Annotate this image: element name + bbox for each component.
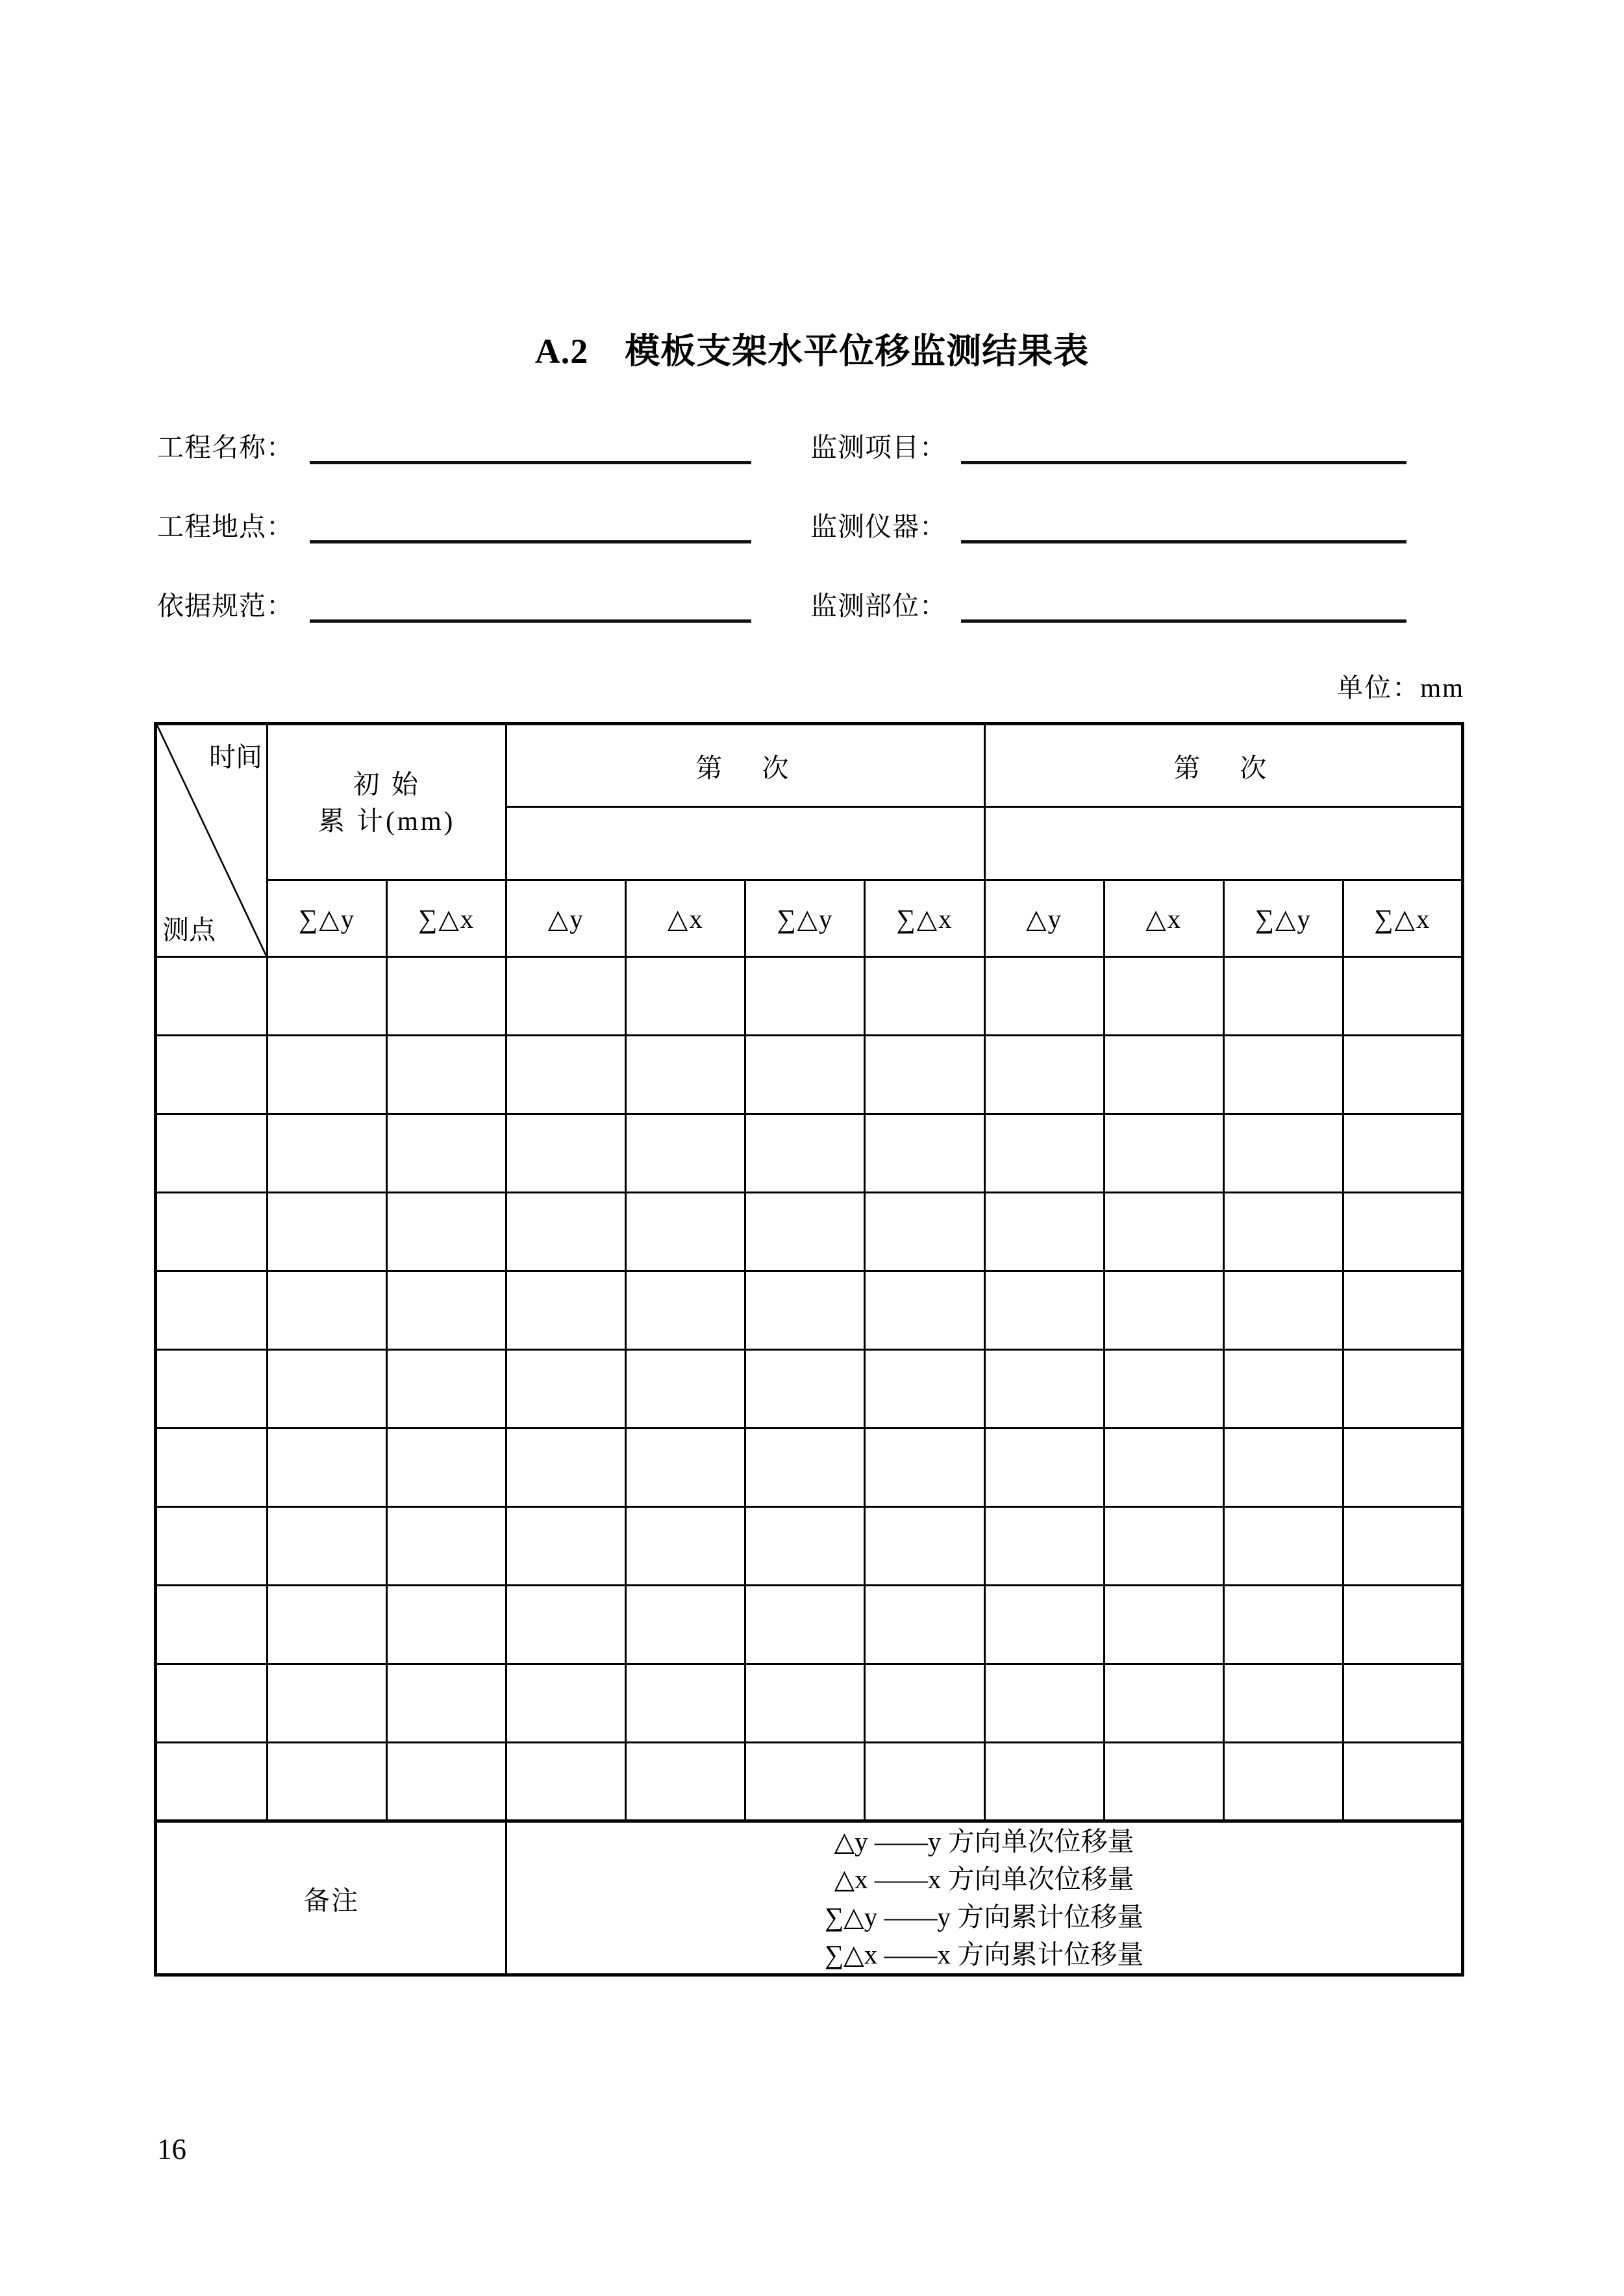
empty-data-cell xyxy=(1343,1586,1462,1664)
empty-data-cell xyxy=(1343,1743,1462,1821)
table-body-row xyxy=(156,1586,1463,1664)
corner-label-point: 测点 xyxy=(162,915,216,945)
field-label: 监测项目： xyxy=(810,432,947,462)
empty-data-cell xyxy=(1104,1507,1223,1586)
empty-data-cell xyxy=(626,1350,745,1429)
table-body-row xyxy=(156,1193,1463,1271)
empty-data-cell xyxy=(745,1193,865,1271)
empty-data-cell xyxy=(984,1036,1104,1114)
reading-2-date-cell xyxy=(984,807,1462,880)
empty-data-cell xyxy=(1223,1271,1343,1350)
empty-data-cell xyxy=(387,1271,506,1350)
empty-data-cell xyxy=(268,1193,387,1271)
empty-data-cell xyxy=(626,1036,745,1114)
empty-data-cell xyxy=(387,1350,506,1429)
remarks-note-line: ∑△x ——x 方向累计位移量 xyxy=(824,1940,1144,1969)
empty-data-cell xyxy=(745,1350,865,1429)
empty-data-cell xyxy=(268,1507,387,1586)
remarks-row xyxy=(156,1821,1463,1975)
blank-underline xyxy=(961,430,1406,464)
reading-1-date-cell xyxy=(506,807,984,880)
empty-data-cell xyxy=(984,1586,1104,1664)
empty-data-cell xyxy=(268,1271,387,1350)
empty-data-cell xyxy=(506,1193,626,1271)
empty-data-cell xyxy=(984,1507,1104,1586)
form-field-project-name xyxy=(157,430,751,464)
empty-data-cell xyxy=(1223,1193,1343,1271)
empty-data-cell xyxy=(1223,1586,1343,1664)
empty-data-cell xyxy=(626,1114,745,1193)
empty-data-cell xyxy=(1104,1193,1223,1271)
empty-data-cell xyxy=(626,1271,745,1350)
empty-data-cell xyxy=(156,1350,268,1429)
empty-data-cell xyxy=(984,1429,1104,1507)
unit-note: 单位：mm xyxy=(1336,673,1464,703)
empty-data-cell xyxy=(865,1036,984,1114)
initial-header-line1: 初 始 xyxy=(353,769,421,799)
empty-data-cell xyxy=(865,1114,984,1193)
remarks-notes-cell xyxy=(506,1821,1463,1975)
empty-data-cell xyxy=(268,1664,387,1743)
empty-data-cell xyxy=(626,957,745,1036)
table-body-row xyxy=(156,1350,1463,1429)
field-label: 监测部位： xyxy=(810,591,947,621)
empty-data-cell xyxy=(865,1350,984,1429)
empty-data-cell xyxy=(156,957,268,1036)
title-text: 模板支架水平位移监测结果表 xyxy=(625,332,1090,371)
empty-data-cell xyxy=(1343,957,1462,1036)
empty-data-cell xyxy=(387,1429,506,1507)
empty-data-cell xyxy=(387,1114,506,1193)
sub-header-cell: △y xyxy=(984,880,1104,957)
empty-data-cell xyxy=(865,957,984,1036)
blank-underline xyxy=(310,588,751,623)
empty-data-cell xyxy=(745,1507,865,1586)
sub-header-cell: ∑△y xyxy=(268,880,387,957)
empty-data-cell xyxy=(984,1114,1104,1193)
field-label: 工程名称： xyxy=(157,432,294,462)
sub-header-cell: △x xyxy=(1104,880,1223,957)
empty-data-cell xyxy=(387,1586,506,1664)
empty-data-cell xyxy=(156,1271,268,1350)
empty-data-cell xyxy=(156,1743,268,1821)
empty-data-cell xyxy=(387,1664,506,1743)
reading-group-1-header: 第 次 xyxy=(506,724,984,807)
table-body-row xyxy=(156,1507,1463,1586)
empty-data-cell xyxy=(387,957,506,1036)
empty-data-cell xyxy=(156,1036,268,1114)
sub-header-cell: △x xyxy=(626,880,745,957)
empty-data-cell xyxy=(1223,1036,1343,1114)
initial-cumulative-header-cell xyxy=(268,724,506,880)
blank-underline xyxy=(310,509,751,543)
empty-data-cell xyxy=(984,957,1104,1036)
empty-data-cell xyxy=(1104,1114,1223,1193)
sub-header-cell: ∑△y xyxy=(745,880,865,957)
empty-data-cell xyxy=(745,1586,865,1664)
empty-data-cell xyxy=(745,1429,865,1507)
empty-data-cell xyxy=(506,1664,626,1743)
field-label: 监测仪器： xyxy=(810,512,947,542)
empty-data-cell xyxy=(1104,1664,1223,1743)
empty-data-cell xyxy=(626,1664,745,1743)
empty-data-cell xyxy=(984,1664,1104,1743)
blank-underline xyxy=(961,588,1406,623)
empty-data-cell xyxy=(1223,1507,1343,1586)
empty-data-cell xyxy=(387,1743,506,1821)
monitoring-table xyxy=(154,722,1464,1977)
table-body-row xyxy=(156,957,1463,1036)
table-body-row xyxy=(156,1664,1463,1743)
table-body-row xyxy=(156,1743,1463,1821)
empty-data-cell xyxy=(1343,1429,1462,1507)
empty-data-cell xyxy=(1343,1114,1462,1193)
empty-data-cell xyxy=(1223,1350,1343,1429)
empty-data-cell xyxy=(506,957,626,1036)
empty-data-cell xyxy=(156,1114,268,1193)
sub-header-cell: △y xyxy=(506,880,626,957)
form-field-monitoring-instrument xyxy=(810,509,1406,543)
table-body-row xyxy=(156,1271,1463,1350)
empty-data-cell xyxy=(984,1350,1104,1429)
table-body-row xyxy=(156,1036,1463,1114)
empty-data-cell xyxy=(865,1271,984,1350)
empty-data-cell xyxy=(1104,1586,1223,1664)
empty-data-cell xyxy=(1343,1271,1462,1350)
sub-header-cell: ∑△x xyxy=(865,880,984,957)
corner-label-time: 时间 xyxy=(209,742,262,772)
empty-data-cell xyxy=(268,1743,387,1821)
empty-data-cell xyxy=(626,1743,745,1821)
empty-data-cell xyxy=(156,1193,268,1271)
sub-header-cell: ∑△x xyxy=(1343,880,1462,957)
empty-data-cell xyxy=(745,1271,865,1350)
empty-data-cell xyxy=(506,1350,626,1429)
page-title xyxy=(0,323,1624,373)
remarks-note-line: ∑△y ——y 方向累计位移量 xyxy=(824,1902,1144,1932)
empty-data-cell xyxy=(1223,1664,1343,1743)
header-row-groups xyxy=(156,724,1463,807)
empty-data-cell xyxy=(1223,1743,1343,1821)
empty-data-cell xyxy=(626,1429,745,1507)
empty-data-cell xyxy=(984,1743,1104,1821)
empty-data-cell xyxy=(506,1743,626,1821)
monitoring-table-body xyxy=(156,957,1463,1821)
header-row-sub-columns xyxy=(156,880,1463,957)
empty-data-cell xyxy=(1343,1350,1462,1429)
page-number: 16 xyxy=(157,2133,186,2165)
empty-data-cell xyxy=(1104,1429,1223,1507)
empty-data-cell xyxy=(1104,1743,1223,1821)
empty-data-cell xyxy=(626,1507,745,1586)
empty-data-cell xyxy=(268,957,387,1036)
empty-data-cell xyxy=(156,1507,268,1586)
empty-data-cell xyxy=(506,1114,626,1193)
empty-data-cell xyxy=(268,1586,387,1664)
empty-data-cell xyxy=(1104,1350,1223,1429)
empty-data-cell xyxy=(984,1193,1104,1271)
empty-data-cell xyxy=(1343,1193,1462,1271)
sub-header-cell: ∑△x xyxy=(387,880,506,957)
empty-data-cell xyxy=(268,1429,387,1507)
empty-data-cell xyxy=(387,1036,506,1114)
empty-data-cell xyxy=(865,1429,984,1507)
empty-data-cell xyxy=(1223,957,1343,1036)
empty-data-cell xyxy=(626,1193,745,1271)
reading-group-2-header: 第 次 xyxy=(984,724,1462,807)
blank-underline xyxy=(961,509,1406,543)
empty-data-cell xyxy=(506,1429,626,1507)
form-field-project-location xyxy=(157,509,751,543)
field-label: 工程地点： xyxy=(157,512,294,542)
empty-data-cell xyxy=(1104,1271,1223,1350)
empty-data-cell xyxy=(156,1664,268,1743)
corner-header-cell xyxy=(156,724,268,957)
empty-data-cell xyxy=(506,1036,626,1114)
remarks-note-line: △y ——y 方向单次位移量 xyxy=(834,1827,1134,1856)
sub-header-cell: ∑△y xyxy=(1223,880,1343,957)
empty-data-cell xyxy=(1223,1429,1343,1507)
monitoring-table-footer xyxy=(156,1821,1463,1975)
initial-header-line2: 累 计(mm) xyxy=(318,805,456,836)
empty-data-cell xyxy=(1343,1036,1462,1114)
empty-data-cell xyxy=(387,1507,506,1586)
table-body-row xyxy=(156,1429,1463,1507)
empty-data-cell xyxy=(745,1114,865,1193)
empty-data-cell xyxy=(387,1193,506,1271)
empty-data-cell xyxy=(506,1507,626,1586)
empty-data-cell xyxy=(745,1664,865,1743)
empty-data-cell xyxy=(268,1350,387,1429)
monitoring-table-header xyxy=(156,724,1463,957)
empty-data-cell xyxy=(1104,1036,1223,1114)
table-body-row xyxy=(156,1114,1463,1193)
empty-data-cell xyxy=(1104,957,1223,1036)
empty-data-cell xyxy=(268,1036,387,1114)
empty-data-cell xyxy=(156,1429,268,1507)
empty-data-cell xyxy=(865,1507,984,1586)
empty-data-cell xyxy=(745,957,865,1036)
blank-underline xyxy=(310,430,751,464)
empty-data-cell xyxy=(268,1114,387,1193)
remarks-label-cell: 备注 xyxy=(156,1821,506,1975)
empty-data-cell xyxy=(984,1271,1104,1350)
empty-data-cell xyxy=(745,1036,865,1114)
empty-data-cell xyxy=(745,1743,865,1821)
form-field-reference-standard xyxy=(157,588,751,622)
empty-data-cell xyxy=(865,1586,984,1664)
empty-data-cell xyxy=(1223,1114,1343,1193)
empty-data-cell xyxy=(506,1586,626,1664)
form-field-monitoring-item xyxy=(810,430,1406,464)
empty-data-cell xyxy=(865,1664,984,1743)
empty-data-cell xyxy=(506,1271,626,1350)
title-section-number: A.2 xyxy=(534,332,589,371)
empty-data-cell xyxy=(626,1586,745,1664)
remarks-note-line: △x ——x 方向单次位移量 xyxy=(834,1864,1134,1894)
form-field-monitoring-position xyxy=(810,588,1406,622)
empty-data-cell xyxy=(865,1743,984,1821)
empty-data-cell xyxy=(156,1586,268,1664)
empty-data-cell xyxy=(1343,1664,1462,1743)
field-label: 依据规范： xyxy=(157,591,294,621)
empty-data-cell xyxy=(1343,1507,1462,1586)
empty-data-cell xyxy=(865,1193,984,1271)
